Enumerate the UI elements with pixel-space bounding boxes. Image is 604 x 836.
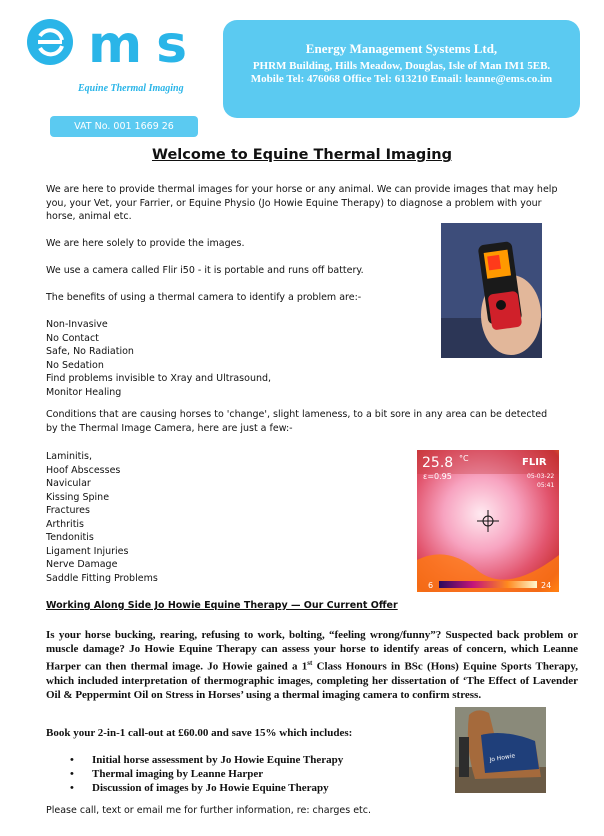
svg-text:Jo Howie: Jo Howie xyxy=(489,752,516,764)
company-contact: Mobile Tel: 476068 Office Tel: 613210 Email: leanne@ems.co.im xyxy=(250,73,553,85)
footer-note: Please call, text or email me for further information, re: charges etc. xyxy=(46,805,372,816)
list-item: Navicular xyxy=(46,478,91,489)
thermal-scale-max: 24 xyxy=(541,581,552,590)
thermal-image xyxy=(417,450,559,592)
list-item: • Initial horse assessment by Jo Howie Equine Therapy xyxy=(70,754,344,766)
thermal-date: 05-03-22 xyxy=(527,473,555,480)
offer-book: Book your 2-in-1 call-out at £60.00 and save 15% which includes: xyxy=(46,727,353,739)
thermal-temp: 25.8 xyxy=(422,455,454,471)
list-item: Fractures xyxy=(46,505,90,516)
intro-solely: We are here solely to provide the images. xyxy=(46,238,245,249)
list-item: • Discussion of images by Jo Howie Equine Therapy xyxy=(70,782,329,794)
list-item: Non-Invasive xyxy=(46,319,108,330)
conditions-intro: Conditions that are causing horses to 'change', slight lameness, to a bit sore in any area can be detected by the Thermal Image Camera, here are just a few:- xyxy=(46,409,548,434)
list-item: Saddle Fitting Problems xyxy=(46,572,158,584)
list-item: Ligament Injuries xyxy=(46,545,129,557)
thermal-scale-min: 6 xyxy=(428,581,434,590)
list-item: No Contact xyxy=(46,332,99,344)
thermal-brand: FLIR xyxy=(522,457,547,468)
company-name: Energy Management Systems Ltd, xyxy=(305,41,498,56)
conditions-list xyxy=(46,450,158,585)
intro-benefits: The benefits of using a thermal camera to identify a problem are:- xyxy=(46,292,362,303)
page-title: Welcome to Equine Thermal Imaging xyxy=(151,147,452,163)
thermal-emissivity: ε=0.95 xyxy=(423,472,452,481)
list-item: Tendonitis xyxy=(46,532,94,543)
list-item: • Thermal imaging by Leanne Harper xyxy=(70,768,264,780)
camera-photo xyxy=(441,223,542,358)
logo-tagline: Equine Thermal Imaging xyxy=(78,83,184,94)
intro-paragraph: We are here to provide thermal images for your horse or any animal. We can provide images that may help you, your Vet, your Farrier, or Equine Physio (Jo Howie Equine Therapy) to diagnose a problem with your horse, animal etc. xyxy=(46,184,558,222)
thermal-time: 05:41 xyxy=(537,482,555,489)
list-item: Hoof Abscesses xyxy=(46,464,121,476)
list-item: Kissing Spine xyxy=(46,491,110,503)
company-address: PHRM Building, Hills Meadow, Douglas, Isle of Man IM1 5EB. xyxy=(252,60,551,72)
list-item: Find problems invisible to Xray and Ultrasound, xyxy=(46,373,272,384)
benefits-list xyxy=(46,318,271,399)
offer-items xyxy=(70,754,343,796)
company-header xyxy=(223,20,580,118)
list-item: Arthritis xyxy=(46,518,85,530)
vat-number: VAT No. 001 1669 26 xyxy=(50,116,198,137)
offer-heading: Working Along Side Jo Howie Equine Therapy — Our Current Offer xyxy=(46,600,398,611)
list-item: Laminitis, xyxy=(46,451,93,462)
thermal-unit: °C xyxy=(459,454,469,463)
ems-logo xyxy=(26,12,216,72)
list-item: Safe, No Radiation xyxy=(46,346,134,357)
list-item: Nerve Damage xyxy=(46,559,118,570)
logo-text: ms xyxy=(88,15,202,72)
horse-photo xyxy=(455,707,546,793)
list-item: No Sedation xyxy=(46,359,104,371)
list-item: Monitor Healing xyxy=(46,386,122,398)
offer-paragraph: Is your horse bucking, rearing, refusing to work, bolting, “feeling wrong/funny”? Suspected back problem or muscle damage? Jo Howie Equine Therapy can assess your horse to identify areas of concern, which Leanne Harper can then thermal image. Jo Howie gained a 1st Class Honours in BSc (Hons) Equine Sports Therapy, which included interpretation of thermographic images, completing her dissertation of ‘The Effect of Lavender Oil & Peppermint Oil on Stress in Horses’ using a thermal imaging camera to confirm stress. xyxy=(46,629,578,701)
intro-camera: We use a camera called Flir i50 - it is portable and runs off battery. xyxy=(46,265,364,276)
